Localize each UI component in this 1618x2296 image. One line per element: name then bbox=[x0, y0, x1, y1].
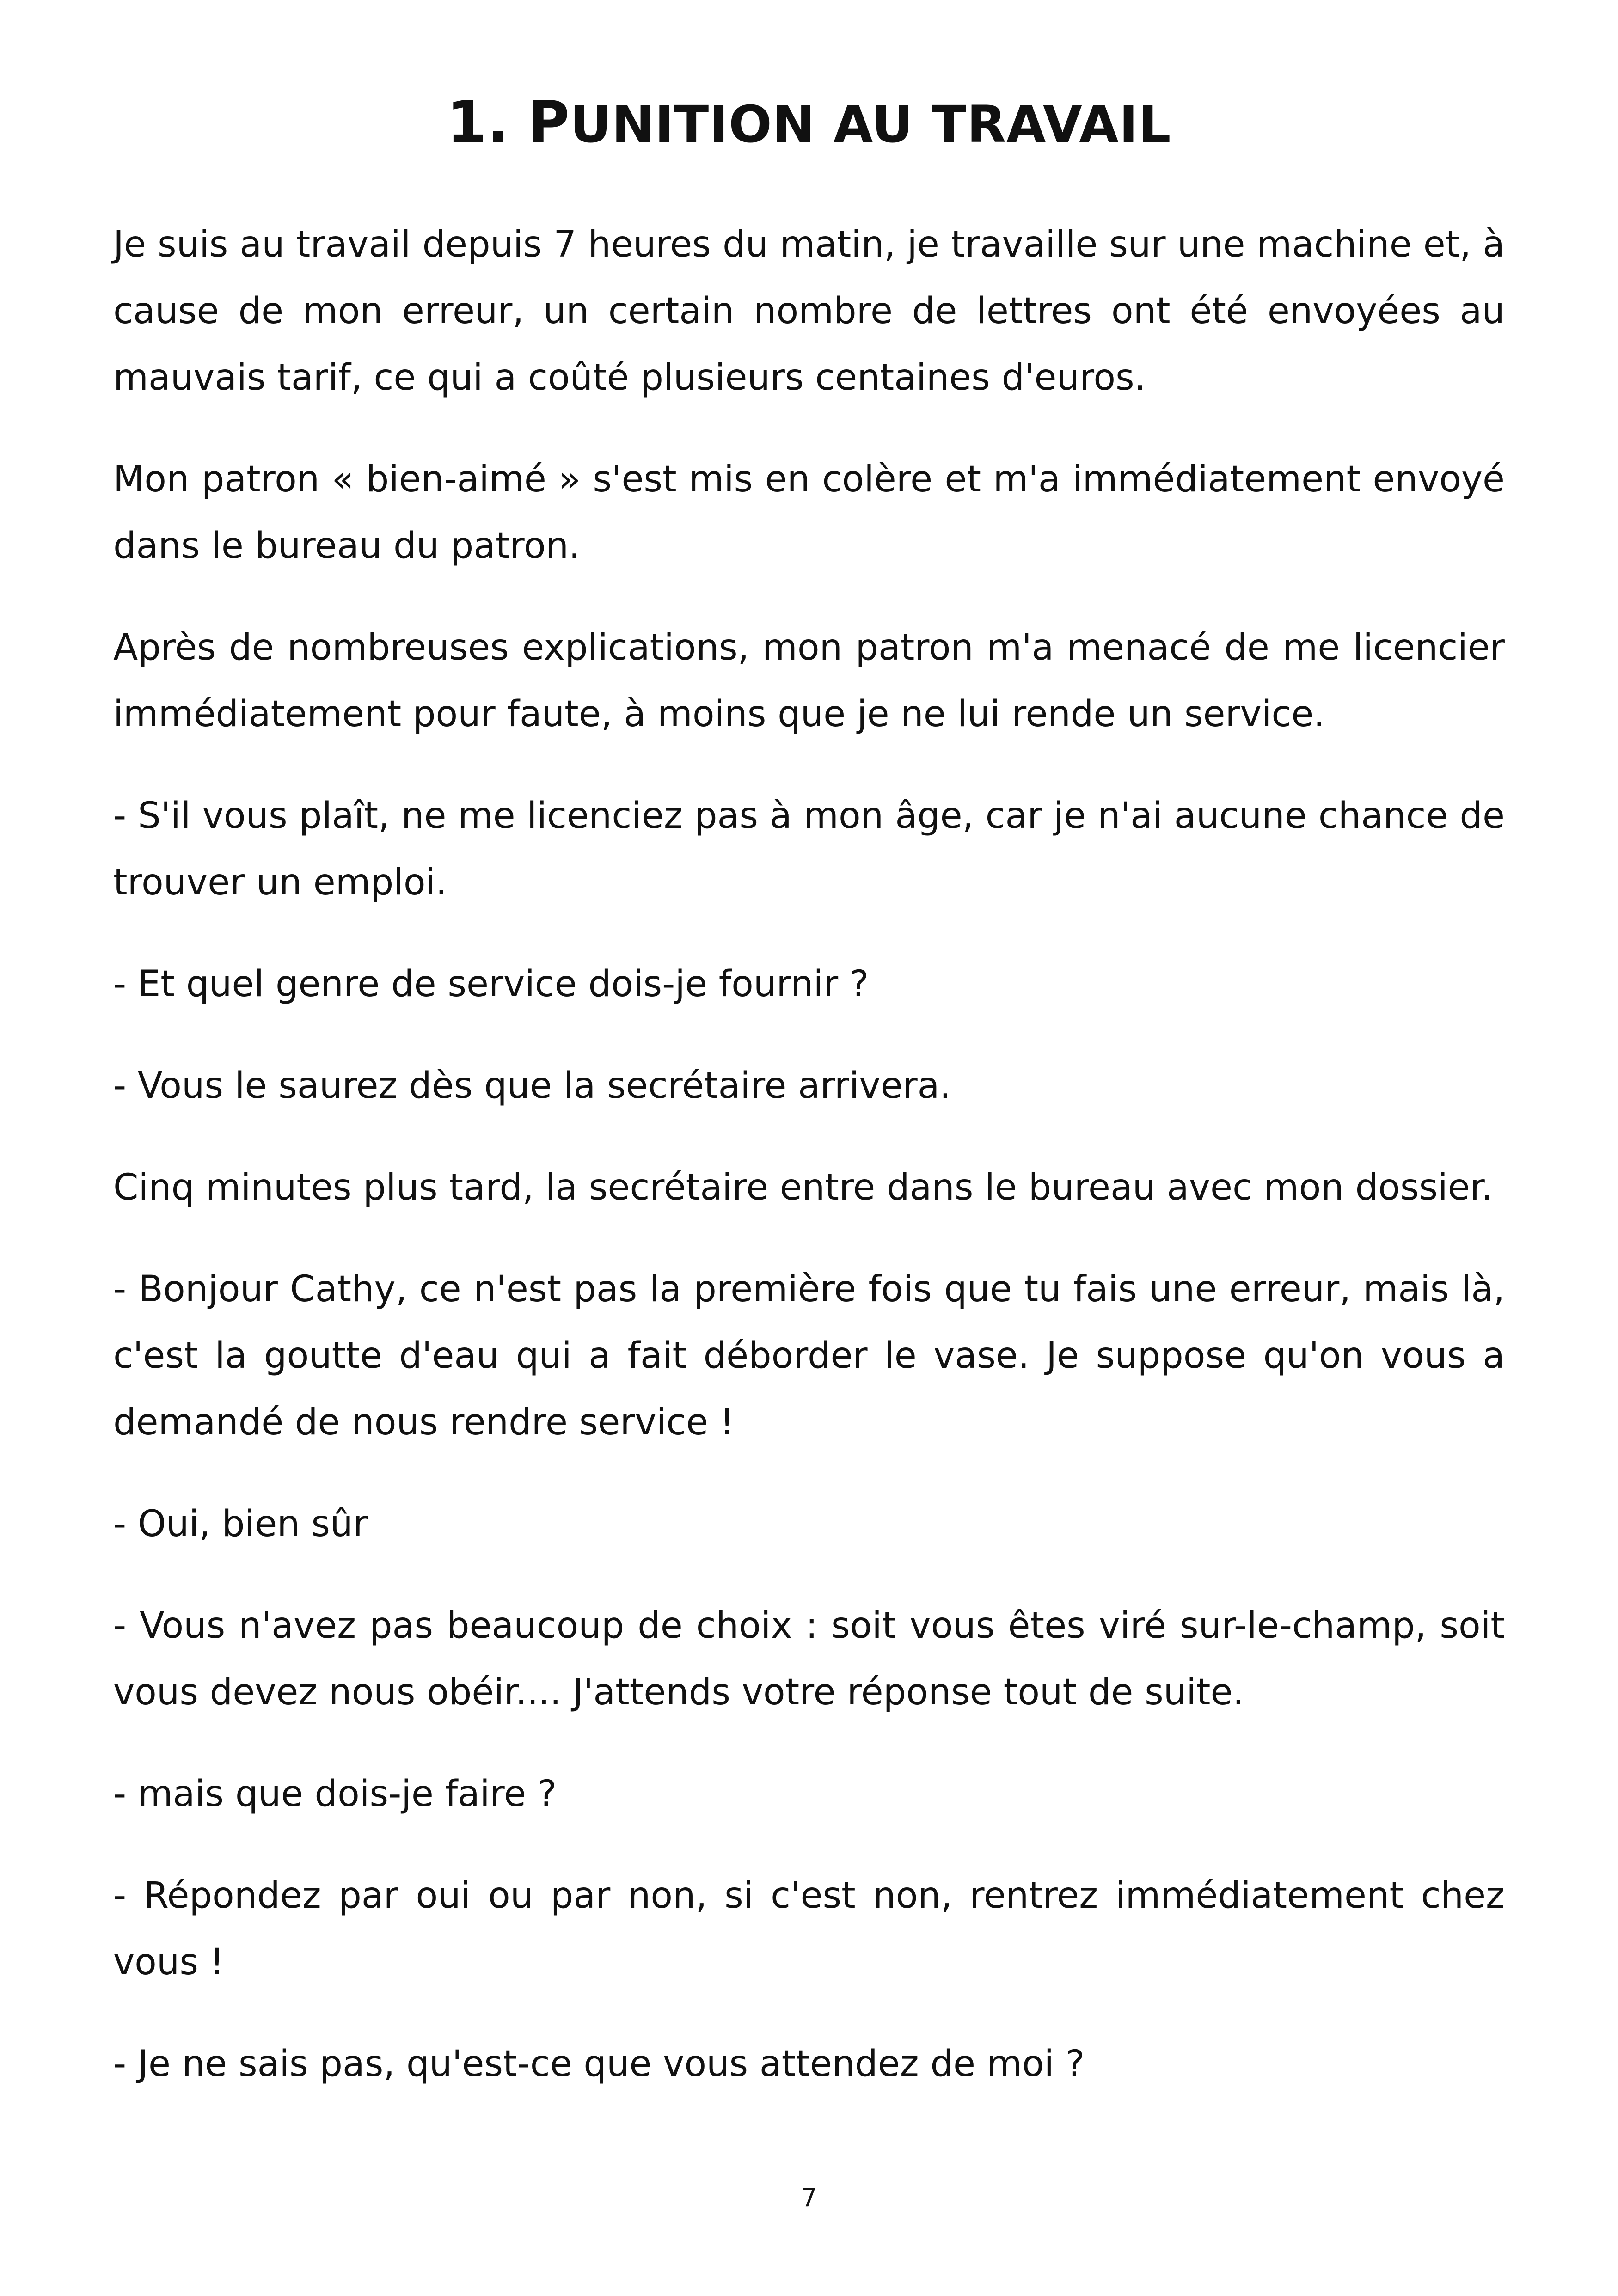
paragraph: - Je ne sais pas, qu'est-ce que vous attendez de moi ? bbox=[113, 2043, 1085, 2085]
chapter-number: 1. bbox=[447, 89, 509, 156]
paragraph: - Bonjour Cathy, ce n'est pas la première fois que tu fais une erreur, mais là, c'est la goutte d'eau qui a fait déborder le vase. Je suppose qu'on vous a demandé de nous rendre service ! bbox=[113, 1268, 1505, 1443]
paragraph: - S'il vous plaît, ne me licenciez pas à mon âge, car je n'ai aucune chance de trouver un emploi. bbox=[113, 795, 1505, 903]
chapter-title-rest: UNITION AU TRAVAIL bbox=[570, 95, 1171, 154]
body-text bbox=[113, 211, 1505, 2097]
page-number: 7 bbox=[801, 2183, 817, 2212]
paragraph: - Oui, bien sûr bbox=[113, 1503, 368, 1545]
paragraph: Cinq minutes plus tard, la secrétaire entre dans le bureau avec mon dossier. bbox=[113, 1167, 1493, 1208]
paragraph: - Et quel genre de service dois-je fournir ? bbox=[113, 963, 869, 1005]
chapter-title-initial: P bbox=[527, 89, 570, 156]
paragraph: - Vous n'avez pas beaucoup de choix : soit vous êtes viré sur-le-champ, soit vous devez nous obéir.... J'attends votre réponse tout de suite. bbox=[113, 1605, 1505, 1713]
paragraph: Je suis au travail depuis 7 heures du matin, je travaille sur une machine et, à cause de mon erreur, un certain nombre de lettres ont été envoyées au mauvais tarif, ce qui a coûté plusieurs centaines d'euros. bbox=[113, 224, 1505, 398]
paragraph: Mon patron « bien-aimé » s'est mis en colère et m'a immédiatement envoyé dans le bureau du patron. bbox=[113, 459, 1505, 567]
chapter-title bbox=[113, 90, 1505, 157]
paragraph: - Répondez par oui ou par non, si c'est non, rentrez immédiatement chez vous ! bbox=[113, 1875, 1505, 1983]
paragraph: Après de nombreuses explications, mon patron m'a menacé de me licencier immédiatement pour faute, à moins que je ne lui rende un service. bbox=[113, 627, 1505, 735]
paragraph: - Vous le saurez dès que la secrétaire arrivera. bbox=[113, 1065, 951, 1107]
paragraph: - mais que dois-je faire ? bbox=[113, 1773, 557, 1815]
